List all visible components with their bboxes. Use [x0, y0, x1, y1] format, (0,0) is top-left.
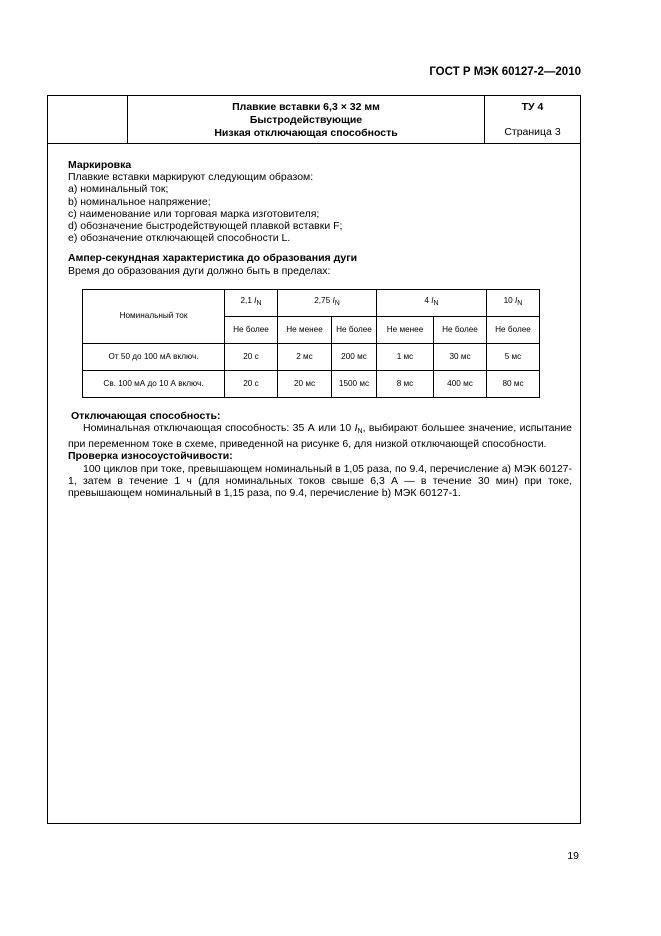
table-cell: 400 мс — [434, 370, 487, 397]
table-cell: 2 мс — [278, 343, 332, 370]
subheader-cell: Не более — [332, 316, 377, 343]
marking-item: e) обозначение отключающей способности L. — [68, 232, 291, 245]
marking-item: c) наименование или торговая марка изготовителя; — [68, 207, 320, 220]
table-cell: 1500 мс — [332, 370, 377, 397]
table-row — [83, 370, 540, 397]
table-cell: 20 мс — [278, 370, 332, 397]
table-cell: 20 с — [225, 370, 278, 397]
group-header: 2,75 $I_N$ — [278, 289, 377, 316]
breaking-heading: Отключающая способность: — [71, 409, 221, 422]
table-cell: 30 мс — [434, 343, 487, 370]
row-header: Номинальный ток — [83, 289, 225, 343]
marking-item: b) номинальное напряжение; — [68, 195, 211, 208]
row-label: От 50 до 100 мА включ. — [83, 343, 225, 370]
header-blank-cell — [48, 96, 128, 143]
group-header: 2,1 $I_N$ — [225, 289, 278, 316]
group-header: 4 $I_N$ — [377, 289, 487, 316]
title-line-3: Низкая отключающая способность — [214, 127, 398, 139]
title-line-2: Быстродействующие — [249, 114, 363, 126]
subheader-cell: Не менее — [377, 316, 434, 343]
sheet-frame — [47, 95, 581, 824]
time-current-table — [82, 289, 540, 398]
table-cell: 8 мс — [377, 370, 434, 397]
subheader-cell: Не более — [487, 316, 540, 343]
marking-item: a) номинальный ток; — [68, 183, 169, 196]
ampere-intro: Время до образования дуги должно быть в пределах: — [68, 264, 331, 277]
subheader-cell: Не менее — [278, 316, 332, 343]
sheet-title — [128, 96, 485, 143]
page-number: 19 — [567, 850, 579, 862]
row-label: Св. 100 мА до 10 А включ. — [83, 370, 225, 397]
subheader-cell: Не более — [434, 316, 487, 343]
table-cell: 5 мс — [487, 343, 540, 370]
sheet-header — [48, 96, 580, 144]
marking-item: d) обозначение быстродействующей плавкой вставки F; — [68, 220, 343, 233]
table-row — [83, 343, 540, 370]
table-cell: 80 мс — [487, 370, 540, 397]
sheet-id-cell — [485, 96, 580, 143]
group-header: 10 $I_N$ — [487, 289, 540, 316]
subheader-cell: Не более — [225, 316, 278, 343]
breaking-text: Номинальная отключающая способность: 35 А или 10 $I_N$, выбирают большее значение, испытание при переменном токе в схеме, приведенной на рисунке 6, для низкой отключающей способности. — [68, 422, 572, 451]
marking-intro: Плавкие вставки маркируют следующим образом: — [68, 171, 314, 184]
endurance-text: 100 циклов при токе, превышающем номинальный в 1,05 раза, по 9.4, перечисление a) МЭК 60127-1, затем в течение 1 ч (для номинальных токов свыше 6,3 А — в течение 30 мин) при токе, превышающем номинальный в 1,15 раза, по 9.4, перечисление b) МЭК 60127-1. — [68, 462, 572, 500]
ampere-heading: Ампер-секундная характеристика до образования дуги — [68, 252, 358, 265]
title-line-1: Плавкие вставки 6,3 × 32 мм — [232, 101, 380, 113]
sheet-body — [48, 144, 580, 499]
tu-label: ТУ 4 — [521, 101, 544, 113]
page-label: Страница 3 — [504, 126, 561, 138]
table-cell: 200 мс — [332, 343, 377, 370]
endurance-heading: Проверка износоустойчивости: — [68, 450, 233, 463]
table-cell: 20 с — [225, 343, 278, 370]
table-cell: 1 мс — [377, 343, 434, 370]
marking-heading: Маркировка — [68, 159, 132, 171]
standard-code: ГОСТ Р МЭК 60127-2—2010 — [429, 66, 581, 78]
